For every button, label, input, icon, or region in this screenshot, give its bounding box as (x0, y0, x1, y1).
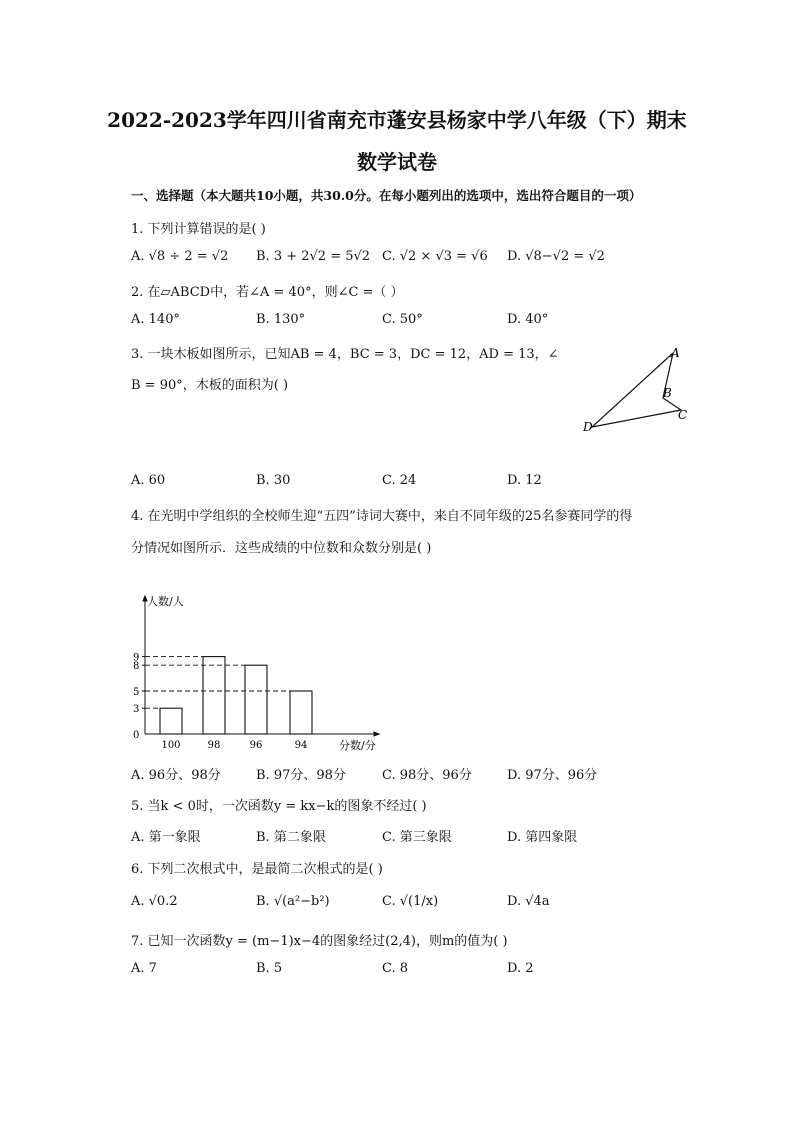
y-tick-label: 8 (133, 661, 140, 673)
question-4-option-d: D. 97分、96分 (507, 768, 598, 783)
question-5-option-a: A. 第一象限 (131, 830, 201, 845)
vertex-label-b: B (663, 386, 672, 400)
question-1-option-d: D. √8−√2 = √2 (507, 249, 605, 264)
exam-title-line1: 2022-2023学年四川省南充市蓬安县杨家中学八年级（下）期末 (107, 108, 687, 132)
question-3-option-c: C. 24 (382, 473, 417, 488)
question-4-option-b: B. 97分、98分 (256, 768, 346, 783)
bar-94 (290, 691, 312, 734)
question-7-option-d: D. 2 (507, 961, 534, 976)
question-2-stem: 2. 在▱ABCD中，若∠A = 40°，则∠C =（ ） (131, 285, 404, 300)
question-6-stem: 6. 下列二次根式中，是最简二次根式的是( ) (131, 862, 383, 877)
x-tick-label: 100 (161, 740, 181, 751)
question-2-option-c: C. 50° (382, 312, 423, 327)
exam-title-line2: 数学试卷 (357, 150, 437, 174)
question-2-option-d: D. 40° (507, 312, 549, 327)
bar-100 (160, 708, 182, 734)
question-7-option-c: C. 8 (382, 961, 409, 976)
section-heading: 一、选择题（本大题共10小题，共30.0分。在每小题列出的选项中，选出符合题目的一项） (131, 188, 642, 203)
question-5-option-b: B. 第二象限 (256, 830, 326, 845)
y-tick-label: 5 (133, 687, 140, 698)
question-1-option-b: B. 3 + 2√2 = 5√2 (256, 249, 371, 264)
y-tick-label: 9 (133, 652, 140, 664)
question-2-option-a: A. 140° (131, 312, 180, 327)
x-axis-label: 分数/分 (339, 739, 376, 752)
y-tick-label: 3 (133, 704, 140, 716)
question-6-option-a: A. √0.2 (131, 894, 178, 909)
question-3-option-a: A. 60 (131, 473, 166, 488)
bar-96 (245, 665, 267, 734)
vertex-label-a: A (671, 346, 680, 360)
question-4-stem-line2: 分情况如图所示．这些成绩的中位数和众数分别是( ) (131, 541, 432, 556)
question-5-stem: 5. 当k < 0时，一次函数y = kx−k的图象不经过( ) (131, 799, 427, 814)
question-1-option-c: C. √2 × √3 = √6 (382, 249, 488, 264)
question-3-stem-line2: B = 90°，木板的面积为( ) (131, 378, 289, 393)
question-6-option-b: B. √(a²−b²) (256, 894, 330, 909)
question-4-stem-line1: 4. 在光明中学组织的全校师生迎“五四”诗词大赛中，来自不同年级的25名参赛同学的得 (131, 509, 633, 524)
question-7-option-a: A. 7 (131, 961, 157, 976)
question-7-option-b: B. 5 (256, 961, 283, 976)
question-3-option-d: D. 12 (507, 473, 542, 488)
question-3-stem-line1: 3. 一块木板如图所示，已知AB = 4，BC = 3，DC = 12，AD = 13，∠ (131, 347, 559, 362)
question-5-option-d: D. 第四象限 (507, 830, 578, 845)
question-1-option-a: A. √8 ÷ 2 = √2 (131, 249, 229, 264)
bar-98 (203, 657, 225, 734)
x-tick-label: 98 (207, 740, 221, 751)
quadrilateral-figure (575, 340, 695, 440)
question-4-option-a: A. 96分、98分 (131, 768, 221, 783)
vertex-label-c: C (678, 408, 688, 422)
score-bar-chart (125, 590, 395, 755)
question-4-option-c: C. 98分、96分 (382, 768, 472, 783)
y-tick-label: 0 (133, 730, 140, 741)
y-axis-label: 人数/人 (147, 595, 184, 608)
x-tick-label: 96 (249, 740, 263, 751)
question-6-option-c: C. √(1/x) (382, 894, 439, 909)
question-5-option-c: C. 第三象限 (382, 830, 452, 845)
vertex-label-d: D (583, 420, 593, 434)
question-6-option-d: D. √4a (507, 894, 550, 909)
question-7-stem: 7. 已知一次函数y = (m−1)x−4的图象经过(2,4)，则m的值为( ) (131, 934, 508, 949)
question-1-stem: 1. 下列计算错误的是( ) (131, 222, 266, 237)
question-3-option-b: B. 30 (256, 473, 291, 488)
x-tick-label: 94 (294, 740, 308, 751)
question-2-option-b: B. 130° (256, 312, 306, 327)
